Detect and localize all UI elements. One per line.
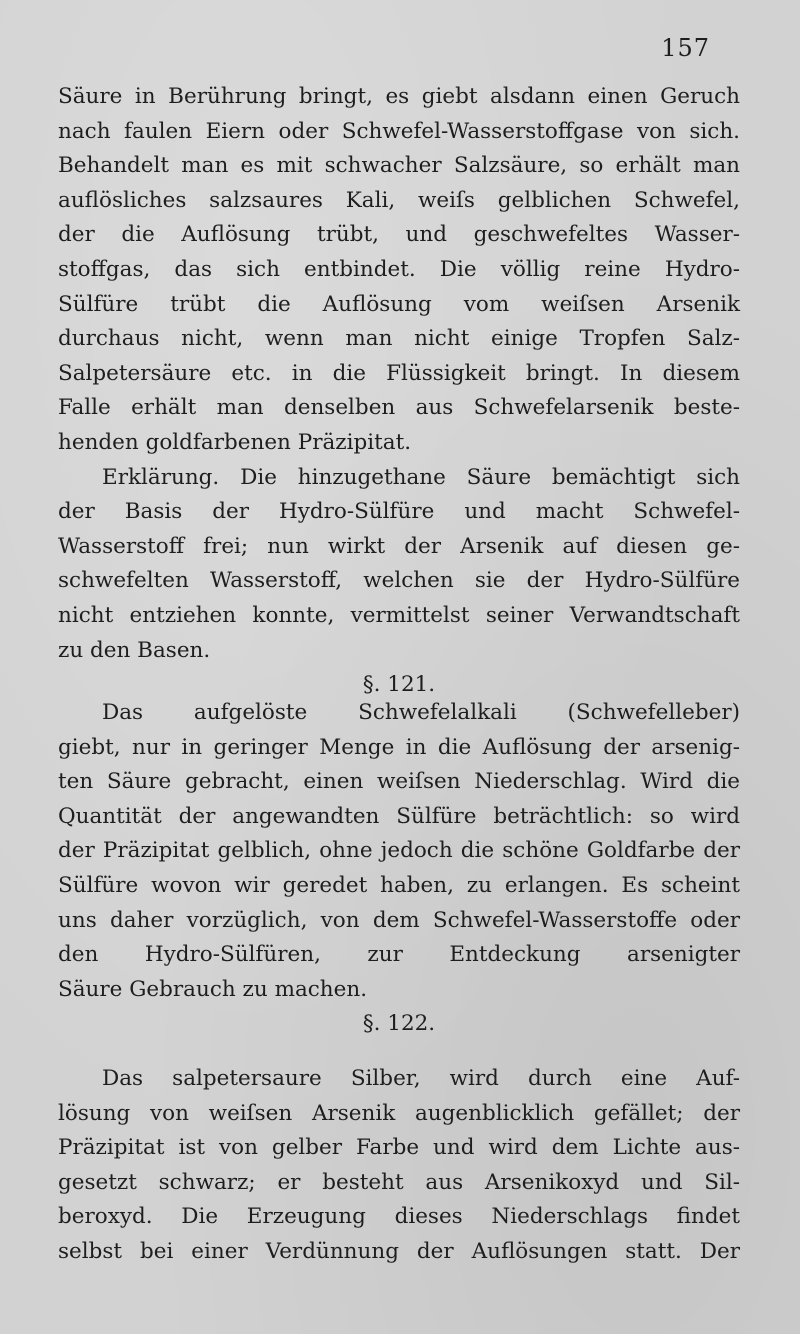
text-line: lösung von weiſsen Arsenik augenblicklich gefället; der: [58, 1100, 740, 1126]
text-line: giebt, nur in geringer Menge in die Auflösung der arsenig-: [58, 734, 740, 760]
text-line: Sülfüre wovon wir geredet haben, zu erlangen. Es scheint: [58, 872, 740, 898]
text-line: ten Säure gebracht, einen weiſsen Niederschlag. Wird die: [58, 769, 740, 795]
text-line: nach faulen Eiern oder Schwefel-Wasserstoffgase von sich.: [58, 118, 740, 144]
text-line: durchaus nicht, wenn man nicht einige Tropfen Salz-: [58, 326, 740, 352]
text-line: stoffgas, das sich entbindet. Die völlig reine Hydro-: [58, 256, 740, 282]
text-line: uns daher vorzüglich, von dem Schwefel-Wasserstoffe oder: [58, 907, 740, 933]
explanation-line: Erklärung. Die hinzugethane Säure bemächtigt sich: [102, 464, 740, 490]
text-line: Quantität der angewandten Sülfüre beträchtlich: so wird: [58, 803, 740, 829]
text-line: Wasserstoff frei; nun wirkt der Arsenik auf diesen ge-: [58, 533, 740, 559]
text-line: Das aufgelöste Schwefelalkali (Schwefelleber): [102, 700, 740, 725]
text-line: Sülfüre trübt die Auflösung vom weiſsen Arsenik: [58, 291, 740, 317]
text-line: auflösliches salzsaures Kali, weiſs gelblichen Schwefel,: [58, 187, 740, 213]
text-line: der die Auflösung trübt, und geschwefeltes Wasser-: [58, 222, 740, 248]
text-line: Säure in Berührung bringt, es giebt alsdann einen Geruch: [58, 84, 740, 109]
text-line: henden goldfarbenen Präzipitat.: [58, 429, 412, 455]
text-line: gesetzt schwarz; er besteht aus Arsenikoxyd und Sil-: [58, 1169, 740, 1195]
section-121-body: [58, 696, 740, 1042]
text-line: nicht entziehen konnte, vermittelst seiner Verwandtschaft: [58, 602, 740, 628]
text-line: Behandelt man es mit schwacher Salzsäure, so erhält man: [58, 153, 740, 179]
text-line: Das salpetersaure Silber, wird durch eine Auf-: [102, 1066, 740, 1091]
text-line: zu den Basen.: [58, 637, 211, 663]
page-number: 157: [661, 34, 710, 62]
text-line: der Präzipitat gelblich, ohne jedoch die schöne Goldfarbe der: [58, 838, 740, 864]
text-line: Falle erhält man denselben aus Schwefelarsenik beste-: [58, 395, 740, 421]
text-line: schwefelten Wasserstoff, welchen sie der Hydro-Sülfüre: [58, 568, 740, 594]
text-line: selbst bei einer Verdünnung der Auflösungen statt. Der: [58, 1238, 740, 1264]
section-heading-122: §. 122.: [362, 1011, 436, 1037]
text-line: den Hydro-Sülfüren, zur Entdeckung arsenigter: [58, 942, 740, 968]
text-line: Säure Gebrauch zu machen.: [58, 976, 368, 1002]
section-heading-121: §. 121.: [362, 672, 436, 698]
text-line: Salpetersäure etc. in die Flüssigkeit bringt. In diesem: [58, 360, 740, 386]
text-line: Präzipitat ist von gelber Farbe und wird dem Lichte aus-: [58, 1135, 740, 1161]
section-122-body: [58, 1062, 740, 1270]
text-block-continued: [58, 80, 740, 703]
text-line: der Basis der Hydro-Sülfüre und macht Schwefel-: [58, 499, 740, 525]
text-line: beroxyd. Die Erzeugung dieses Niederschlags findet: [58, 1204, 740, 1230]
